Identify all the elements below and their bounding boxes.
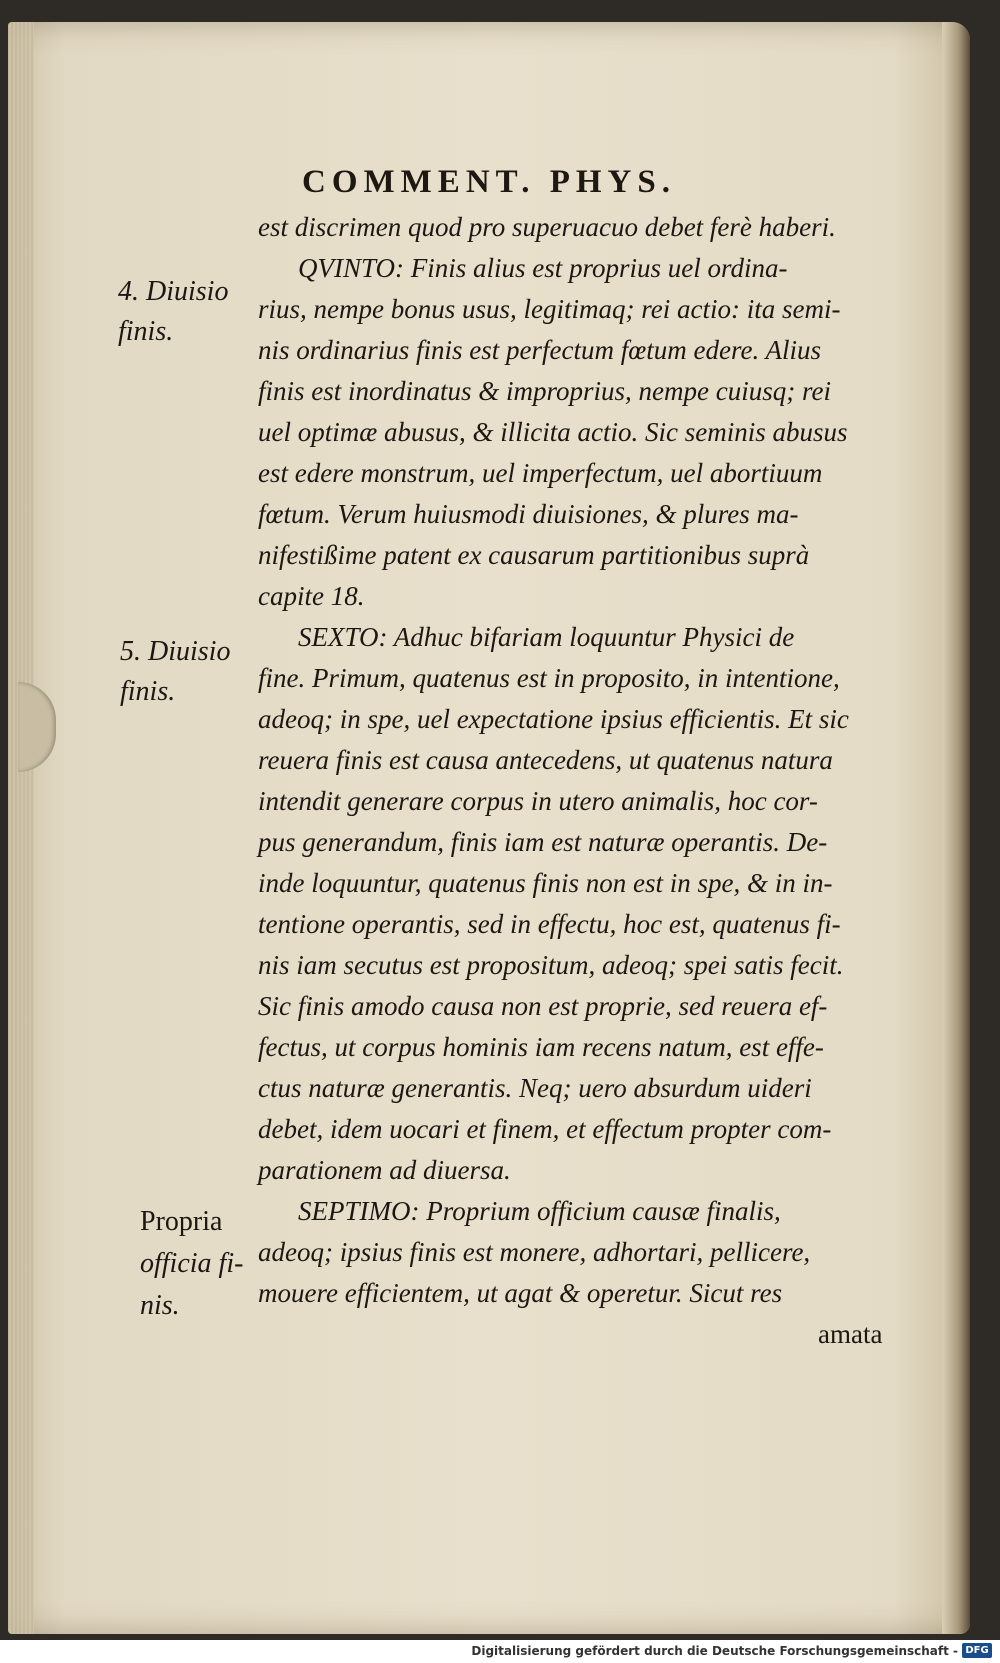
book-page [8,22,970,1634]
text-line: SEPTIMO: Proprium officium causæ finalis, [298,1196,781,1226]
margin-note-line: nis. [140,1290,180,1321]
funding-credit: Digitalisierung gefördert durch die Deutsche Forschungsgemeinschaft - [471,1644,958,1658]
text-line: adeoq; in spe, uel expectatione ipsius efficientis. Et sic [258,704,849,734]
margin-note-line: officia fi- [140,1248,244,1279]
text-line: capite 18. [258,581,365,611]
page-stack-edge [8,22,34,1634]
text-line: intendit generare corpus in utero animalis, hoc cor- [258,786,818,816]
text-line: nis iam secutus est propositum, adeoq; spei satis fecit. [258,950,844,980]
running-header: COMMENT. PHYS. [302,164,676,200]
text-line: fine. Primum, quatenus est in proposito, in intentione, [258,663,840,693]
text-line: fœtum. Verum huiusmodi diuisiones, & plures ma- [258,499,799,529]
text-line: debet, idem uocari et finem, et effectum propter com- [258,1114,832,1144]
page-clasp [18,682,56,772]
text-line: uel optimæ abusus, & illicita actio. Sic seminis abusus [258,417,848,447]
book-gutter [942,22,970,1634]
text-line: est edere monstrum, uel imperfectum, uel abortiuum [258,458,823,488]
margin-note-line: finis. [120,676,176,707]
text-line: tentione operantis, sed in effectu, hoc est, quatenus fi- [258,909,841,939]
text-line: nis ordinarius finis est perfectum fœtum edere. Alius [258,335,821,365]
text-line: rius, nempe bonus usus, legitimaq; rei actio: ita semi- [258,294,841,324]
text-line: inde loquuntur, quatenus finis non est in spe, & in in- [258,868,833,898]
margin-note-line: 5. Diuisio [120,636,231,667]
text-line: pus generandum, finis iam est naturæ operantis. De- [258,827,828,857]
margin-note-line: 4. Diuisio [118,276,229,307]
text-line: nifestißime patent ex causarum partitionibus suprà [258,540,810,570]
margin-note-line: finis. [118,316,174,347]
text-line: ctus naturæ generantis. Neq; uero absurdum uideri [258,1073,812,1103]
digitization-footer [0,1640,1000,1663]
text-line: finis est inordinatus & improprius, nempe cuiusq; rei [258,376,831,406]
dfg-logo: DFG [962,1643,992,1658]
text-line: mouere efficientem, ut agat & operetur. Sicut res [258,1278,783,1308]
text-line: reuera finis est causa antecedens, ut quatenus natura [258,745,833,775]
margin-note-line: Propria [140,1206,223,1237]
text-line: parationem ad diuersa. [258,1155,511,1185]
text-line: est discrimen quod pro superuacuo debet ferè haberi. [258,212,836,242]
text-line: SEXTO: Adhuc bifariam loquuntur Physici de [298,622,795,652]
catchword: amata [818,1319,883,1349]
text-line: QVINTO: Finis alius est proprius uel ordina- [298,253,788,283]
text-line: adeoq; ipsius finis est monere, adhortari, pellicere, [258,1237,811,1267]
text-line: Sic finis amodo causa non est proprie, sed reuera ef- [258,991,828,1021]
text-line: fectus, ut corpus hominis iam recens natum, est effe- [258,1032,824,1062]
